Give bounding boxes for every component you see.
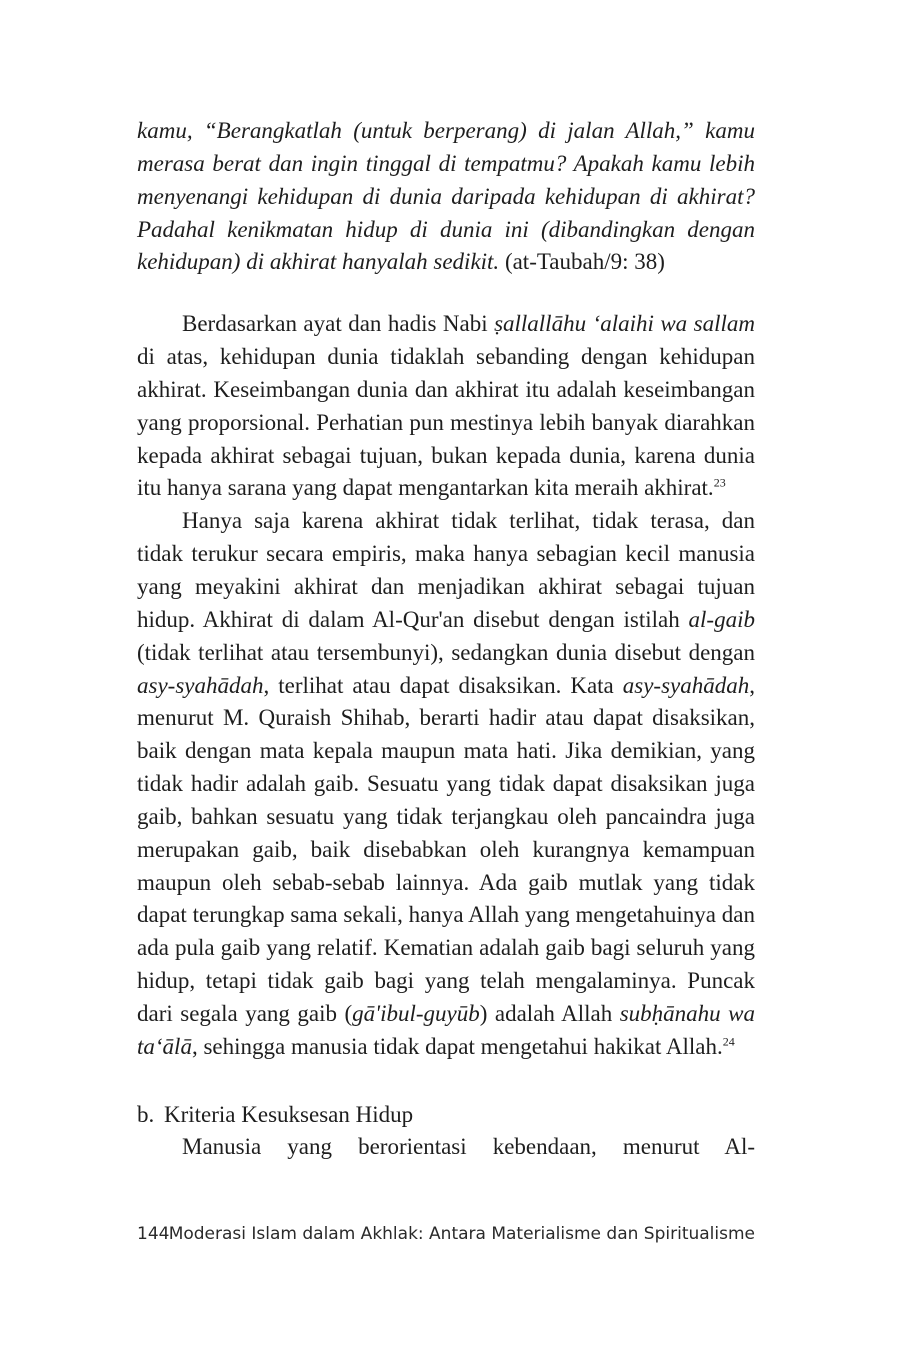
- paragraph-2-text-b: (tidak terlihat atau tersembunyi), sedangkan dunia disebut dengan: [137, 639, 755, 665]
- paragraph-1-text: Berdasarkan ayat dan hadis Nabi: [182, 311, 495, 337]
- section-label: b.: [137, 1101, 155, 1127]
- term-al-gaib: al-gaib: [688, 606, 755, 632]
- paragraph-2-text-f: , sehingga manusia tidak dapat mengetahui hakikat Allah.: [191, 1033, 723, 1059]
- section-title: Kriteria Kesuksesan Hidup: [164, 1101, 414, 1127]
- paragraph-2-text: Hanya saja karena akhirat tidak terlihat, tidak terasa, dan tidak terukur secara empiris, maka hanya sebagian kecil manusia yang meyakini akhirat dan menjadikan akhirat sebagai tujuan hidup. Akhirat di dalam Al-Qur'an disebut dengan istilah: [137, 508, 755, 632]
- body-text: [137, 115, 755, 1163]
- section-heading: [137, 1099, 755, 1131]
- quran-translation-quote: [137, 115, 755, 279]
- term-asy-syahadah: asy-syahādah: [137, 672, 264, 698]
- paragraph-1: [137, 308, 755, 505]
- paragraph-2-text-c: , terlihat atau dapat disaksikan. Kata: [263, 672, 623, 698]
- footnote-ref-24: 24: [722, 1034, 735, 1049]
- paragraph-1-italic-term: ṣallallāhu ‘alaihi wa sallam: [494, 311, 755, 337]
- term-subhanahu-wa-taala: subḥānahu wa ta‘ālā: [137, 1000, 755, 1059]
- quote-citation: (at-Taubah/9: 38): [499, 249, 665, 275]
- quote-italic-text: kamu, “Berangkatlah (untuk berperang) di jalan Allah,” kamu merasa berat dan ingin tinggal di tempatmu? Apakah kamu lebih menyenangi kehidupan di dunia daripada kehidupan di akhirat? Padahal kenikmatan hidup di dunia ini (dibandingkan dengan kehidupan) di akhirat hanyalah sedikit.: [137, 118, 755, 275]
- paragraph-3: [137, 1131, 755, 1164]
- running-title: Moderasi Islam dalam Akhlak: Antara Materialisme dan Spiritualisme: [168, 1224, 755, 1244]
- term-gaibul-guyub: gā'ibul-guyūb: [352, 1000, 480, 1026]
- paragraph-1-text-cont: di atas, kehidupan dunia tidaklah sebanding dengan kehidupan akhirat. Keseimbangan dunia dan akhirat itu adalah keseimbangan yang proporsional. Perhatian pun mestinya lebih banyak diarahkan kepada akhirat sebagai tujuan, bukan kepada dunia, karena dunia itu hanya sarana yang dapat mengantarkan kita meraih akhirat.: [137, 344, 755, 501]
- footnote-ref-23: 23: [713, 475, 726, 490]
- paragraph-3-text: Manusia yang berorientasi kebendaan, menurut Al-: [182, 1133, 755, 1159]
- page-footer: [137, 1222, 755, 1246]
- paragraph-2: [137, 505, 755, 1063]
- page-number: 144: [137, 1224, 170, 1244]
- term-asy-syahadah-2: asy-syahādah: [622, 672, 750, 698]
- paragraph-2-text-d: , menurut M. Quraish Shihab, berarti hadir atau dapat disaksikan, baik dengan mata kepala maupun mata hati. Jika demikian, yang tidak hadir adalah gaib. Sesuatu yang tidak dapat disaksikan juga gaib, bahkan sesuatu yang tidak terjangkau oleh pancaindra juga merupakan gaib, baik disebabkan oleh kurangnya kemampuan maupun oleh sebab-sebab lainnya. Ada gaib mutlak yang tidak dapat terungkap sama sekali, hanya Allah yang mengetahuinya dan ada pula gaib yang relatif. Kematian adalah gaib bagi seluruh yang hidup, tetapi tidak gaib bagi yang telah mengalaminya. Puncak dari segala yang gaib (: [137, 672, 755, 1026]
- paragraph-2-text-e: ) adalah Allah: [479, 1000, 620, 1026]
